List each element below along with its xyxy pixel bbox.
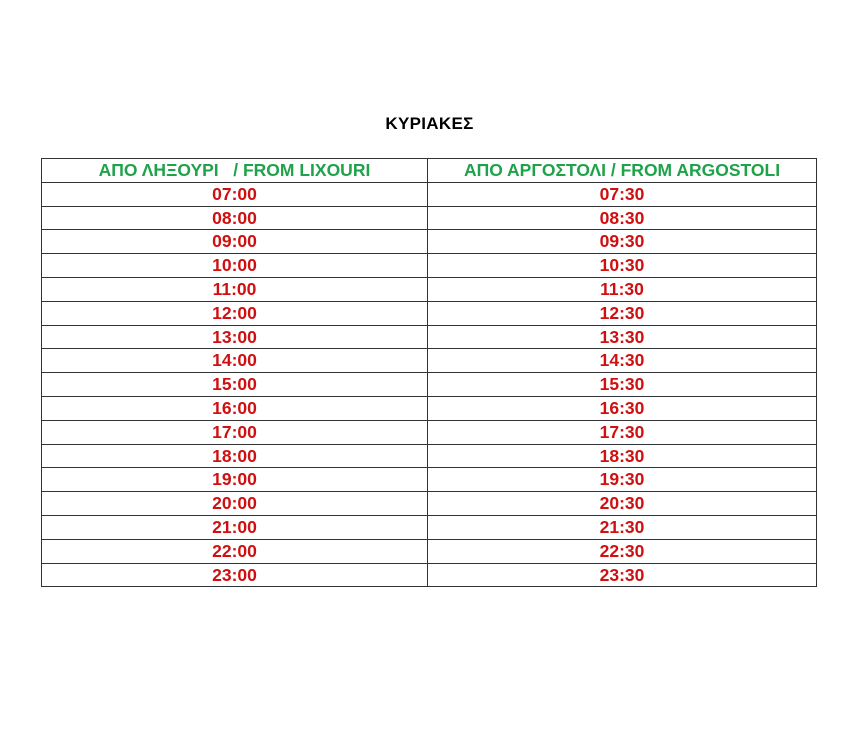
schedule-body — [42, 182, 817, 587]
departure-argostoli-time: 12:30 — [428, 301, 817, 325]
table-header-row — [42, 159, 817, 183]
departure-lixouri-time: 22:00 — [42, 539, 428, 563]
departure-lixouri-time: 19:00 — [42, 468, 428, 492]
departure-argostoli-time: 13:30 — [428, 325, 817, 349]
table-row — [42, 230, 817, 254]
table-row — [42, 301, 817, 325]
table-row — [42, 420, 817, 444]
departure-argostoli-time: 16:30 — [428, 396, 817, 420]
table-row — [42, 468, 817, 492]
departure-lixouri-time: 23:00 — [42, 563, 428, 587]
departure-argostoli-time: 11:30 — [428, 277, 817, 301]
departure-lixouri-time: 09:00 — [42, 230, 428, 254]
table-row — [42, 254, 817, 278]
departure-argostoli-time: 22:30 — [428, 539, 817, 563]
table-row — [42, 182, 817, 206]
table-row — [42, 349, 817, 373]
departure-lixouri-time: 15:00 — [42, 373, 428, 397]
departure-lixouri-time: 13:00 — [42, 325, 428, 349]
departure-lixouri-time: 14:00 — [42, 349, 428, 373]
table-row — [42, 373, 817, 397]
departure-lixouri-time: 21:00 — [42, 515, 428, 539]
table-row — [42, 396, 817, 420]
schedule-table — [41, 158, 817, 587]
departure-lixouri-time: 10:00 — [42, 254, 428, 278]
table-row — [42, 444, 817, 468]
departure-argostoli-time: 09:30 — [428, 230, 817, 254]
departure-lixouri-time: 12:00 — [42, 301, 428, 325]
departure-argostoli-time: 21:30 — [428, 515, 817, 539]
table-row — [42, 563, 817, 587]
departure-lixouri-time: 08:00 — [42, 206, 428, 230]
departure-argostoli-time: 20:30 — [428, 492, 817, 516]
departure-argostoli-time: 18:30 — [428, 444, 817, 468]
table-row — [42, 515, 817, 539]
table-row — [42, 206, 817, 230]
departure-lixouri-time: 20:00 — [42, 492, 428, 516]
departure-lixouri-time: 17:00 — [42, 420, 428, 444]
departure-lixouri-time: 16:00 — [42, 396, 428, 420]
table-row — [42, 325, 817, 349]
departure-argostoli-time: 19:30 — [428, 468, 817, 492]
header-from-argostoli: ΑΠΟ ΑΡΓΟΣΤΟΛΙ / FROM ARGOSTOLI — [428, 159, 817, 183]
departure-argostoli-time: 14:30 — [428, 349, 817, 373]
table-row — [42, 492, 817, 516]
departure-lixouri-time: 18:00 — [42, 444, 428, 468]
page-title: ΚΥΡΙΑΚΕΣ — [385, 114, 474, 133]
departure-argostoli-time: 17:30 — [428, 420, 817, 444]
departure-argostoli-time: 10:30 — [428, 254, 817, 278]
table-row — [42, 539, 817, 563]
departure-argostoli-time: 07:30 — [428, 182, 817, 206]
table-row — [42, 277, 817, 301]
header-from-lixouri: ΑΠΟ ΛΗΞΟΥΡΙ / FROM LIXOURI — [42, 159, 428, 183]
departure-argostoli-time: 23:30 — [428, 563, 817, 587]
departure-argostoli-time: 08:30 — [428, 206, 817, 230]
departure-argostoli-time: 15:30 — [428, 373, 817, 397]
departure-lixouri-time: 11:00 — [42, 277, 428, 301]
departure-lixouri-time: 07:00 — [42, 182, 428, 206]
